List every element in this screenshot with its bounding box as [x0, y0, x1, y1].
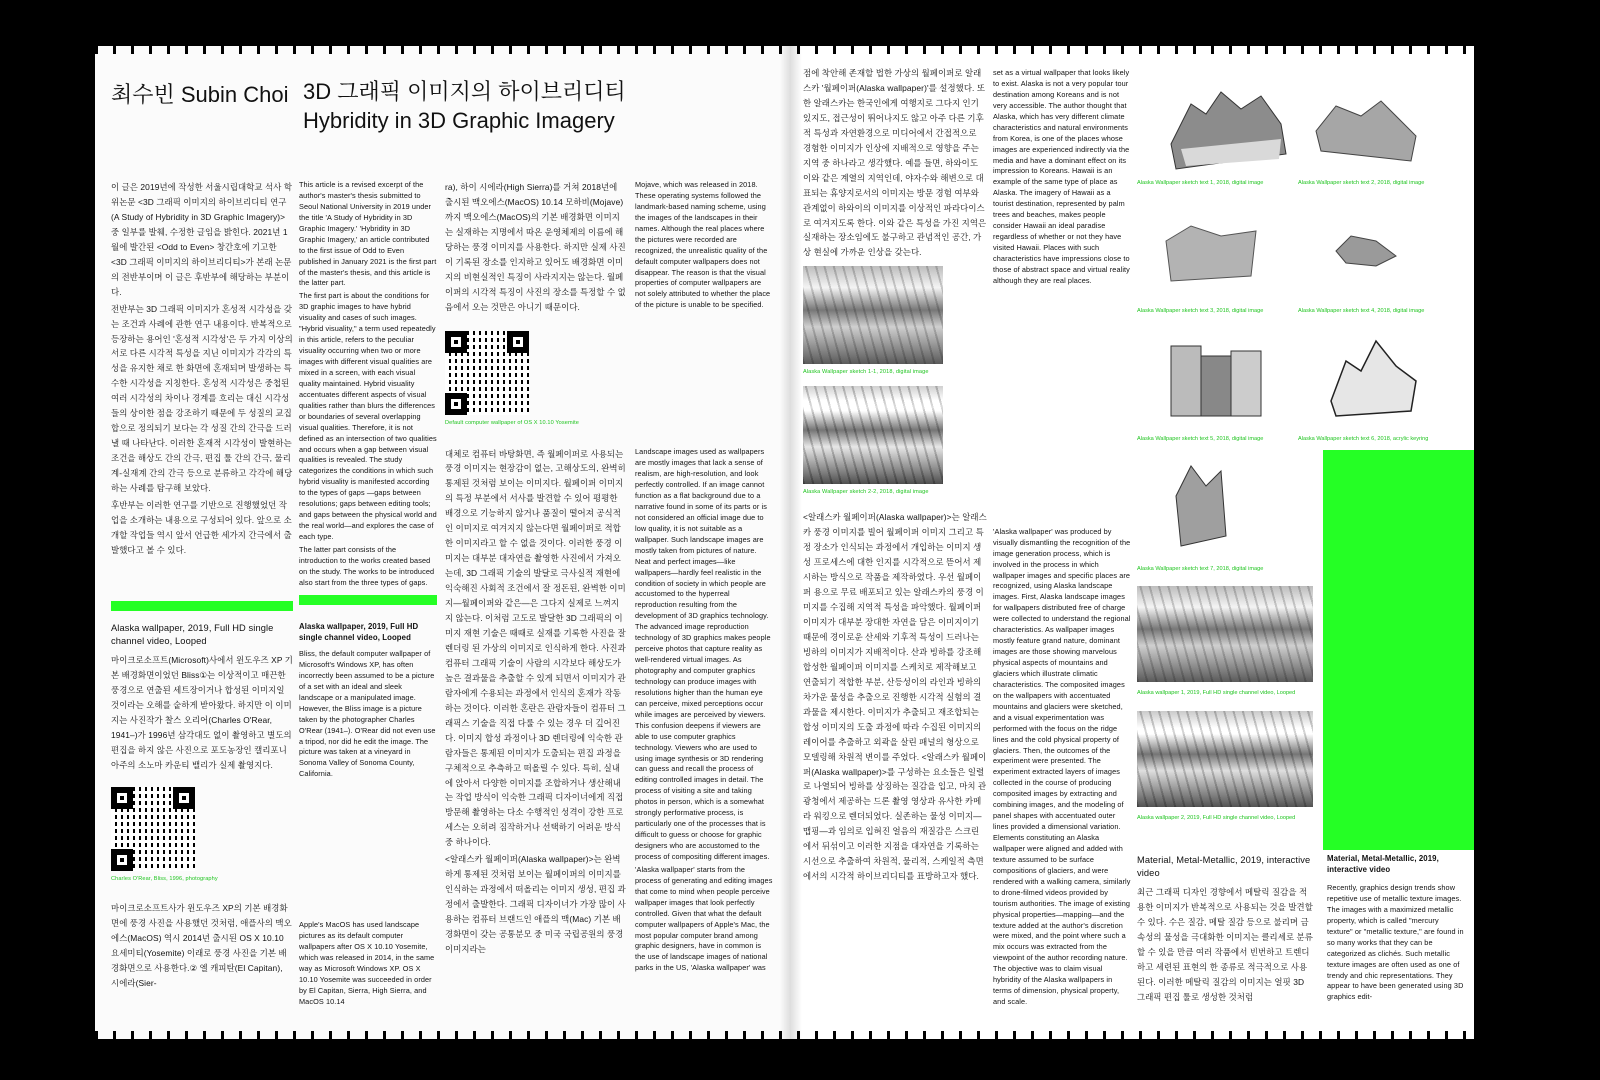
author-name: 최수빈 Subin Choi [111, 82, 289, 107]
spiral-binding-top [95, 40, 1474, 54]
sketch-caption: Alaska Wallpaper sketch text 5, 2018, digital image [1137, 436, 1264, 442]
alaska-photo-1 [803, 266, 943, 364]
sketch-image-1 [1161, 84, 1291, 174]
material-section-kr [1137, 854, 1313, 1007]
paragraph: ra), 하이 시에라(High Sierra)를 거쳐 2018년에 출시된 맥오에스(MacOS) 10.14 모하비(Mojave)까지 맥오에스(MacOS)의 기본 배경화면 이미지는 실재하는 지명에서 따온 운영체제의 이름에 해당하는 풍경 이미지를 사용한다. 하지만 실제 사진이 기록된 장소를 인지하고 있어도 배경화면 이미지의 비현실적인 특징이 사라지지는 않는다. 월페이퍼의 시각적 특징이 사진의 장소를 특정할 수 없음에서 오는 것만은 아니기 때문이다. [445, 182, 626, 312]
paragraph: set as a virtual wallpaper that looks likely to exist. Alaska is not a very popular tour destination among Koreans and is not very accessible. The author thought that Alaska, which has very different climate characteristics and natural environments from Korea, is one of the places whose images are experienced indirectly via the media and have a dominant effect on its impression to Koreans. Hawaii is an example of the same type of place as Alaska. The imagery of Hawaii as a tourist destination, represented by palm trees and beaches, makes people consider Hawaii an ideal paradise regardless of whether or not they have visited Hawaii. Places with such characteristics have impressions close to those of abstract space and virtual reality although they are real places. [993, 68, 1130, 285]
qr-code[interactable] [111, 787, 195, 871]
section-divider [111, 601, 293, 611]
paragraph: Bliss, the default computer wallpaper of Microsoft's Windows XP, has often incorrectly been assumed to be a picture of a set with an ideal and sleek landscape or a manipulated image. However, the Bliss image is a picture taken by the photographer Charles O'Rear (1941–). O'Rear did not even use a tripod, nor did he edit the image. The picture was taken at a vineyard in Sonoma Valley of Sonoma County, California. [299, 649, 436, 779]
left-page [95, 46, 791, 1039]
work-title: Material, Metal-Metallic, 2019, interactive video [1137, 855, 1311, 878]
paragraph: <알래스카 월페이퍼(Alaska wallpaper)>는 완벽하게 통제된 것처럼 보이는 월페이퍼의 이미지를 인식하는 과정에서 떠올리는 이미지 생성, 편집 과정에서 출발한다. 그래픽 디자이너가 가장 많이 사용하는 컴퓨터 브랜드인 애플의 맥(Mac) 기본 배경화면이 갖는 공통분모 중 미국 국립공원의 풍경 이미지라는 [445, 854, 626, 954]
sketch-image-2 [1311, 91, 1421, 171]
right-col-2 [993, 68, 1131, 1010]
sketch-image-7 [1161, 456, 1241, 556]
paragraph: 마이크로소프트(Microsoft)사에서 윈도우즈 XP 기본 배경화면이었던 Bliss①는 이상적이고 매끈한 풍경으로 연출된 세트장이거나 합성된 이미지일 것이라는 오해를 숱하게 받아왔다. 하지만 이 이미지는 사진작가 찰스 오리어(Charles O'Rear, 1941–)가 1996년 삼각대도 없이 촬영하고 별도의 편집을 하지 않은 사진으로 포도농장인 캘리포니아주의 소노마 카운티 밸리가 실제 촬영지다. [111, 655, 294, 770]
alaska-photo-2 [803, 386, 943, 484]
left-col-3 [445, 180, 627, 959]
video-caption: Alaska wallpaper 1, 2019, Full HD single channel video, Looped [1137, 690, 1296, 696]
photo-caption: Alaska Wallpaper sketch 2-2, 2018, digital image [803, 489, 929, 496]
left-col-1-lower [111, 622, 293, 993]
paragraph: This article is a revised excerpt of the author's master's thesis submitted to Seoul National University in 2019 under the title 'A Study of Hybridity in 3D Graphic Imagery.' 'Hybridity in 3D Graphic Imagery,' an article contributed to the first issue of Odd to Even published in January 2021 is the first part of the master's thesis, and this article is the latter part. [299, 180, 437, 288]
left-col-1 [111, 180, 293, 560]
paragraph: 대체로 컴퓨터 바탕화면, 즉 월페이퍼로 사용되는 풍경 이미지는 현장감이 없는, 고해상도의, 완벽히 통제된 것처럼 보이는 이미지다. 월페이퍼 이미지의 특정 부분에서 서사를 발견할 수 있어 평평한 배경으로 기능하지 않거나 품질이 떨어져 공식적인 이미지로 여겨지지 않는다면 월페이퍼로 적합한 이미지라고 할 수 없을 것이다. 이러한 풍경 이미지는 대부분 대자연을 촬영한 사진에서 가져오는데, 3D 그래픽 기술의 발달로 극사실적 재현에 익숙해진 사회적 조건에서 잘 정돈된, 완벽한 이미지—월페이퍼와 같은—은 그다지 실제로 느껴지지 않는다. 이처럼 고도로 발달한 3D 그래픽의 이미지 재현 기술은 때때로 실재를 기록한 사진을 잘 렌더링 된 가상의 이미지로 인식하게 한다. 사진과 컴퓨터 그래픽 기술이 사람의 시각보다 해상도가 높은 결과물을 추출할 수 있게 되면서 이미지가 관람자에게 수용되는 과정에서 인식의 혼재가 작동하는 것이다. 이러한 혼란은 관람자들이 컴퓨터 그래픽스 기술을 직접 다룰 수 있는 경우 더 깊어진다. 이미지 합성 과정이나 3D 렌더링에 익숙한 관람자들은 통제된 이미지가 도출되는 편집 과정을 구체적으로 추측하고 떠올릴 수 있다. 특히, 실내에 앉아서 다양한 이미지를 조합하거나 생산해내는 작업 방식이 익숙한 그래픽 디자이너에게 직접 방문해 촬영하는 다소 수행적인 성격이 강한 프로세스는 오히려 짐작하거나 선택하기 어려운 방식 중 하나이다. [445, 448, 626, 848]
paragraph: The latter part consists of the introduction to the works created based on the study. The works to be introduced also start from the three types of gaps. [299, 544, 435, 587]
paragraph: The first part is about the conditions for 3D graphic images to have hybrid visuality and cases of such images. "Hybrid visuality," a term used repeatedly in this article, refers to the peculiar visuality occurring when two or more images with different visual qualities are mixed in a screen, with each visual quality maintained. Hybrid visuality accentuates different aspects of visual qualities rather than blurs the differences or boundaries of several overlapping visual qualities. Therefore, it is not defined as an intersection of two qualities and occurs when a gap between visual qualities is revealed. The study categorizes the conditions in which such hybrid visuality is manifested according to the types of gaps —gaps between resolutions; gaps between editing tools; and gaps between the physical world and the real world—and explores the case of each type. [299, 291, 437, 541]
sketch-caption: Alaska Wallpaper sketch text 1, 2018, digital image [1137, 180, 1264, 186]
title-english: Hybridity in 3D Graphic Imagery [303, 107, 615, 133]
work-title: Material, Metal-Metallic, 2019, interactive video [1327, 854, 1439, 874]
paragraph: 점에 착안해 존재할 법한 가상의 월페이퍼로 알래스카 '월페이퍼(Alaska wallpaper)'를 설정했다. 또한 알래스카는 한국인에게 여행지로 그다지 인기 있지도, 접근성이 뛰어나지도 않고 아주 다른 기후적 특성과 자연환경으로 미디어에서 간접적으로 경험한 이미지가 인상에 지배적으로 영향을 주는 지역 중 하나라고 생각했다. 예를 들면, 하와이도 이와 같은 계열의 지역인데, 야자수와 해변으로 대표되는 휴양지로서의 이미지는 방문 경험 여부와 관계없이 하와이의 이미지를 이상적인 파라다이스로 여겨지도록 한다. 이와 같은 특성을 가진 지역은 실재하는 장소임에도 불구하고 관념적인 공간, 가상 현실에 가까운 인상을 갖는다. [803, 68, 987, 258]
paragraph: 전반부는 3D 그래픽 이미지가 혼성적 시각성을 갖는 조건과 사례에 관한 연구 내용이다. 반복적으로 등장하는 용어인 '혼성적 시각성'은 두 가지 이상의 서로 다른 시각적 특성을 지닌 이미지가 각각의 특성을 유지한 채로 한 화면에 혼재되며 발생하는 특수한 시각성을 지칭한다. 혼성적 시각성은 중첩된 여러 시각성의 차이나 경계를 흐리는 대신 시각성들의 상이한 점을 강조하기 때문에 두 성질의 교집합으로 정의되기 보다는 각 성질 간의 간극을 드러낼 때 나타난다. 이러한 혼재적 시각성이 발현하는 조건을 해상도 간의 간극, 편집 툴 간의 간극, 물리계-실재계 간의 간극 등으로 분류하고 각각에 해당하는 사례를 탐구해 보았다. [111, 303, 293, 494]
video-caption: Alaska wallpaper 2, 2019, Full HD single channel video, Looped [1137, 815, 1296, 821]
material-section-en [1327, 854, 1465, 1005]
photo-caption: Alaska Wallpaper sketch 1-1, 2018, digital image [803, 369, 929, 376]
accent-block [1323, 450, 1474, 850]
sketch-image-6 [1321, 331, 1421, 421]
section-divider [299, 595, 437, 605]
sketch-image-5 [1161, 336, 1271, 426]
paragraph: Landscape images used as wallpapers are mostly images that lack a sense of realism, are high-resolution, and look perfectly controlled. If an image cannot function as a flat background due to a narrative found in some of its parts or is not considered an official image due to low quality, it is not suitable as a wallpaper. Such landscape images are mostly taken from pictures of nature. Neat and perfect images—like wallpapers—hardly feel realistic in the condition of society in which people are accustomed to the hyperreal reproduction resulting from the development of 3D graphics technology. The advanced image reproduction technology of 3D graphics makes people perceive photos that capture reality as well-rendered virtual images. As photography and computer graphics technology can produce images with resolutions higher than the human eye can perceive, mixed perceptions occur while images are perceived by viewers. This confusion deepens if viewers are able to use computer graphics technology. Viewers who are used to using image synthesis or 3D rendering can guess and recall the process of editing controlled images in detail. The process of visiting a site and taking photos in person, which is a somewhat strongly performative process, is particularly one of the processes that is difficult to guess or choose for graphic designers who are accustomed to the process of compositing different images. [635, 447, 771, 861]
paragraph: 마이크로소프트사가 윈도우즈 XP의 기본 배경화면에 풍경 사진을 사용했던 것처럼, 애플사의 맥오에스(MacOS) 역시 2014년 출시된 OS X 10.10 요세미티(Yosemite) 이래로 풍경 사진을 기본 배경화면으로 사용한다.② 엘 캐피탄(El Capitan), 시에라(Sier- [111, 903, 292, 989]
article-title [303, 78, 626, 135]
video-still-2 [1137, 711, 1313, 807]
work-title: Alaska wallpaper, 2019, Full HD single channel video, Looped [111, 623, 274, 646]
paragraph: Recently, graphics design trends show repetitive use of metallic texture images. The images with a maximized metallic property, which is called "mercury texture" or "metallic texture," are found in so many works that they can be categorized as clichés. Such metallic texture images are often used as one of trendy and chic representations. They appear to have been generated using 3D graphics edit- [1327, 883, 1464, 1002]
sketch-image-4 [1331, 231, 1401, 271]
sketch-caption: Alaska Wallpaper sketch text 6, 2018, acrylic keyring [1298, 436, 1429, 442]
sketch-image-3 [1161, 221, 1261, 291]
qr-caption: Charles O'Rear, Bliss, 1996, photography [111, 875, 218, 882]
spiral-binding-bottom [95, 1031, 1474, 1045]
left-col-4 [635, 180, 773, 976]
sketch-caption: Alaska Wallpaper sketch text 3, 2018, digital image [1137, 308, 1264, 314]
right-col-1 [803, 66, 987, 886]
right-page [791, 46, 1474, 1039]
paragraph: <알래스카 월페이퍼(Alaska wallpaper)>는 알래스카 풍경 이미지를 빌어 월페이퍼 이미지 그리고 특정 장소가 인식되는 과정에서 개입하는 이미지 생성 프로세스에 대한 인지를 시각적으로 뜯어서 제시하는 방식으로 작품을 제작하였다. 우선 월페이퍼 용으로 무료 배포되고 있는 알래스카의 풍경 이미지를 수집해 지역적 특성을 파악했다. 월페이퍼 이미지가 대부분 장대한 자연을 담은 이미지이기 때문에 경이로운 산세와 기후적 특성이 드러나는 빙하의 이미지가 지배적이다. 산과 빙하를 강조해 합성한 월페이퍼 이미지를 스케치로 제작해보고 연출되기 적합한 부분, 산등성이의 라인과 빙하의 차가운 물성을 추출으로 진행한 시각적 실험의 결과물을 제시한다. 이미지가 추출되고 재조합되는 합성 이미지의 도출 과정에 따라 수집된 이미지의 레이어를 추출하고 외곽을 살린 패널의 형상으로 모델링해 차원적 변이를 주었다. <알래스카 월페이퍼(Alaska wallpaper)>를 구성하는 요소들은 일렬로 나열되어 빙하를 상징하는 질감을 입고, 마치 관광청에서 제공하는 드론 촬영 영상과 유사한 카메라 워킹으로 렌더되었다. 실존하는 물성 이미지—맵핑—과 임의로 입혀진 얼음의 재질감은 스크린에서 뒤섞이고 이러한 지점을 대자연을 기록하는 시선으로 추출하여 차원적, 물리적, 스케일적 측면에서의 시각적 하이브리디티를 표방하고자 했다. [803, 512, 987, 882]
video-still-1 [1137, 586, 1313, 682]
left-col-2-lower [299, 622, 437, 1010]
qr-code[interactable] [445, 331, 529, 415]
work-title: Alaska wallpaper, 2019, Full HD single channel video, Looped [299, 622, 419, 642]
paragraph: Mojave, which was released in 2018. These operating systems followed the landmark-based naming scheme, using the images of the landscapes in their names. Although the real places where the pictures were recorded are recognized, the unrealistic quality of the default computer wallpapers does not disappear. The reason is that the visual properties of computer wallpapers are not solely attributed to whether the place of the picture is unable to be specified. [635, 180, 771, 310]
paragraph: 최근 그래픽 디자인 경향에서 메탈릭 질감을 적용한 이미지가 반복적으로 사용되는 것을 발견할 수 있다. 수은 질감, 메탈 질감 등으로 불리며 금속성의 물성을 극대화한 이미지는 클리셰로 분류할 수 있을 만큼 여러 작품에서 빈번하고 트렌디하고 세련된 표현의 한 종류로 적극적으로 사용된다. 이러한 메탈릭 질감의 이미지는 얼핏 3D 그래픽 편집 툴로 생성한 것처럼 [1137, 887, 1313, 1002]
sketch-caption: Alaska Wallpaper sketch text 2, 2018, digital image [1298, 180, 1425, 186]
qr-caption: Default computer wallpaper of OS X 10.10 Yosemite [445, 419, 579, 426]
book-gutter [780, 46, 802, 1039]
left-col-2 [299, 180, 437, 591]
sketch-caption: Alaska Wallpaper sketch text 4, 2018, digital image [1298, 308, 1425, 314]
paragraph: 후반부는 이러한 연구를 기반으로 진행했었던 작업을 소개하는 내용으로 구성되어 있다. 앞으로 소개할 작업들 역시 앞서 언급한 세가지 간극에서 출발했다고 볼 수 있다. [111, 500, 292, 555]
title-korean: 3D 그래픽 이미지의 하이브리디티 [303, 79, 626, 104]
paragraph: 'Alaska wallpaper' starts from the process of generating and editing images that come to mind when people perceive wallpaper images that look perfectly controlled. Given that what the default computer wallpapers of Apple's Mac, the most popular computer brand among graphic designers, have in common is the use of landscape images of national parks in the US, 'Alaska wallpaper' was [635, 864, 773, 973]
paragraph: 'Alaska wallpaper' was produced by visually dismantling the recognition of the image generation process, which is involved in the process in which wallpaper images and specific places are recognized, using Alaska landscape images. First, Alaska landscape images for wallpapers distributed free of charge were collected to understand the regional characteristics. As wallpaper images mostly feature grand nature, dominant images are those showing marvelous physical aspects of mountains and glaciers which illustrate climatic characteristics. The composited images on the wallpapers with accentuated mountains and glaciers were sketched, and a visual experimentation was performed with the focus on the ridge lines and the cold physical property of glaciers. Then, the outcomes of the experiment were presented. The experiment extracted layers of images collected in the course of producing composited images by extracting and combining images, and the modeling of panel shapes with accentuated outer lines provided a dimensional variation. Elements constituting an Alaska wallpaper were aligned and added with texture assumed to be surface compositions of glaciers, and were rendered with a walking camera, similarly to drone-filmed videos provided by tourism authorities. The image of existing physical properties—mapping—and the texture added at the author's discretion were mixed, and the point where such a mix occurs was extracted from the viewpoint of the author recording nature. The objective was to claim visual hybridity of the Alaska wallpapers in terms of dimension, physical property, and scale. [993, 526, 1131, 1007]
sketch-caption: Alaska Wallpaper sketch text 7, 2018, digital image [1137, 566, 1264, 572]
paragraph: Apple's MacOS has used landscape pictures as its default computer wallpapers after OS X 10.10 Yosemite, which was released in 2014, in the same way as Microsoft Windows XP. OS X 10.10 Yosemite was succeeded in order by El Capitan, Sierra, High Sierra, and MacOS 10.14 [299, 920, 435, 1006]
paragraph: 이 글은 2019년에 작성한 서울시립대학교 석사 학위논문 <3D 그래픽 이미지의 하이브리디티 연구(A Study of Hybridity in 3D Graphic Imagery)> 중 일부를 발췌, 수정한 글임을 밝힌다. 2021년 1월에 발간된 <Odd to Even> 창간호에 기고한 <3D 그래픽 이미지의 하이브리디티>가 본래 논문의 전반부이며 이 글은 후반부에 해당하는 부분이다. [111, 182, 293, 297]
